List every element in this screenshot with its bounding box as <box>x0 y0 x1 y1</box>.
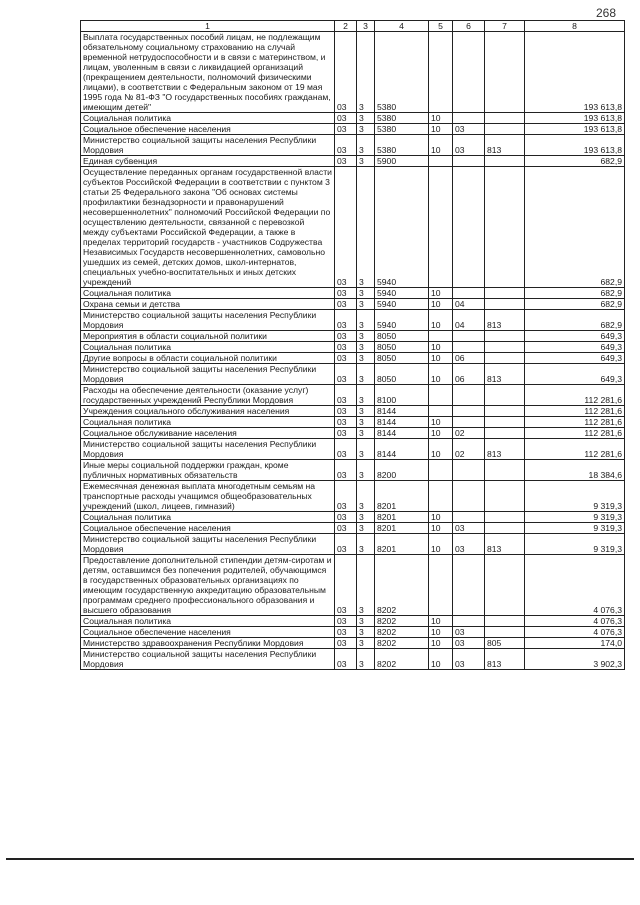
row-section-cell: 10 <box>429 310 453 331</box>
row-amount-cell: 4 076,3 <box>525 627 625 638</box>
row-dept-cell <box>485 460 525 481</box>
row-sub-cell: 3 <box>357 331 375 342</box>
row-name-cell: Министерство социальной защиты населения Республики Мордовия <box>81 364 335 385</box>
table-row <box>81 342 625 353</box>
row-dept-cell: 813 <box>485 439 525 460</box>
row-sub-cell: 3 <box>357 385 375 406</box>
row-name-cell: Министерство социальной защиты населения Республики Мордовия <box>81 534 335 555</box>
table-row <box>81 353 625 364</box>
row-amount-cell: 9 319,3 <box>525 534 625 555</box>
row-code-cell: 03 <box>335 135 357 156</box>
row-section-cell <box>429 460 453 481</box>
table-row <box>81 156 625 167</box>
header-cell-6: 6 <box>453 21 485 32</box>
row-sub-cell: 3 <box>357 649 375 670</box>
row-amount-cell: 649,3 <box>525 353 625 364</box>
header-cell-4: 4 <box>375 21 429 32</box>
row-name-cell: Осуществление переданных органам государственной власти субъектов Российской Федерации в соответствии с пунктом 3 статьи 25 Федерального закона "Об основах системы профилактики безнадзорности и правонарушений несовершеннолетних" полномочий Российской Федерации по осуществлению деятельности, связанной с перевозкой между субъектами Российской Федерации, а также в пределах территорий государств - участников Содружества Независимых Государств несовершеннолетних, самовольно ушедших из семей, детских домов, школ-интернатов, специальных учебно-воспитательных и иных детских учреждений <box>81 167 335 288</box>
row-section-cell: 10 <box>429 342 453 353</box>
row-dept-cell: 813 <box>485 310 525 331</box>
row-sub-cell: 3 <box>357 156 375 167</box>
table-row <box>81 385 625 406</box>
page-number: 268 <box>596 6 617 20</box>
table-row <box>81 428 625 439</box>
row-amount-cell: 682,9 <box>525 310 625 331</box>
row-section-cell: 10 <box>429 627 453 638</box>
row-name-cell: Единая субвенция <box>81 156 335 167</box>
row-code-cell: 03 <box>335 353 357 364</box>
row-name-cell: Социальное обеспечение населения <box>81 523 335 534</box>
table-row <box>81 638 625 649</box>
row-amount-cell: 193 613,8 <box>525 113 625 124</box>
row-section-cell: 10 <box>429 534 453 555</box>
row-amount-cell: 112 281,6 <box>525 428 625 439</box>
row-article-cell: 8050 <box>375 331 429 342</box>
row-section-cell <box>429 406 453 417</box>
row-code-cell: 03 <box>335 167 357 288</box>
table-row <box>81 616 625 627</box>
row-subsection-cell <box>453 331 485 342</box>
row-subsection-cell: 06 <box>453 353 485 364</box>
table-row <box>81 481 625 512</box>
row-code-cell: 03 <box>335 364 357 385</box>
row-dept-cell <box>485 156 525 167</box>
row-subsection-cell <box>453 342 485 353</box>
row-sub-cell: 3 <box>357 299 375 310</box>
row-dept-cell: 813 <box>485 649 525 670</box>
table-row <box>81 512 625 523</box>
row-amount-cell: 9 319,3 <box>525 523 625 534</box>
table-row <box>81 534 625 555</box>
row-name-cell: Министерство социальной защиты населения Республики Мордовия <box>81 310 335 331</box>
row-subsection-cell: 03 <box>453 627 485 638</box>
row-dept-cell <box>485 417 525 428</box>
row-dept-cell <box>485 555 525 616</box>
header-cell-7: 7 <box>485 21 525 32</box>
row-section-cell: 10 <box>429 439 453 460</box>
header-cell-8: 8 <box>525 21 625 32</box>
table-row <box>81 364 625 385</box>
row-code-cell: 03 <box>335 439 357 460</box>
row-dept-cell <box>485 627 525 638</box>
row-sub-cell: 3 <box>357 364 375 385</box>
row-code-cell: 03 <box>335 342 357 353</box>
table-row <box>81 167 625 288</box>
row-name-cell: Ежемесячная денежная выплата многодетным семьям на транспортные расходы учащимся общеобразовательных учреждений (школ, лицеев, гимназий) <box>81 481 335 512</box>
row-amount-cell: 682,9 <box>525 167 625 288</box>
row-dept-cell <box>485 331 525 342</box>
row-code-cell: 03 <box>335 32 357 113</box>
row-section-cell <box>429 385 453 406</box>
row-section-cell <box>429 481 453 512</box>
row-code-cell: 03 <box>335 627 357 638</box>
row-name-cell: Социальная политика <box>81 417 335 428</box>
row-code-cell: 03 <box>335 288 357 299</box>
row-subsection-cell <box>453 167 485 288</box>
row-code-cell: 03 <box>335 555 357 616</box>
row-name-cell: Расходы на обеспечение деятельности (оказание услуг) государственных учреждений Республики Мордовия <box>81 385 335 406</box>
row-code-cell: 03 <box>335 534 357 555</box>
row-subsection-cell: 04 <box>453 299 485 310</box>
header-cell-3: 3 <box>357 21 375 32</box>
row-section-cell: 10 <box>429 428 453 439</box>
table-row <box>81 523 625 534</box>
row-dept-cell: 813 <box>485 534 525 555</box>
table-row <box>81 310 625 331</box>
row-sub-cell: 3 <box>357 342 375 353</box>
table-row <box>81 299 625 310</box>
table-row <box>81 439 625 460</box>
row-article-cell: 8202 <box>375 638 429 649</box>
row-article-cell: 5940 <box>375 299 429 310</box>
row-subsection-cell: 03 <box>453 638 485 649</box>
row-article-cell: 5380 <box>375 32 429 113</box>
row-amount-cell: 682,9 <box>525 288 625 299</box>
row-sub-cell: 3 <box>357 124 375 135</box>
row-dept-cell <box>485 113 525 124</box>
row-sub-cell: 3 <box>357 353 375 364</box>
row-code-cell: 03 <box>335 299 357 310</box>
row-name-cell: Министерство социальной защиты населения Республики Мордовия <box>81 135 335 156</box>
row-amount-cell: 4 076,3 <box>525 616 625 627</box>
row-amount-cell: 174,0 <box>525 638 625 649</box>
row-subsection-cell: 03 <box>453 135 485 156</box>
row-dept-cell <box>485 481 525 512</box>
row-article-cell: 5380 <box>375 124 429 135</box>
table-row <box>81 627 625 638</box>
row-name-cell: Предоставление дополнительной стипендии детям-сиротам и детям, оставшимся без попечения родителей, обучающимся в государственных образовательных организациях по имеющим государственную аккредитацию образовательным программам среднего профессионального образования и высшего образования <box>81 555 335 616</box>
row-article-cell: 8202 <box>375 627 429 638</box>
row-code-cell: 03 <box>335 460 357 481</box>
row-section-cell: 10 <box>429 113 453 124</box>
row-code-cell: 03 <box>335 428 357 439</box>
row-sub-cell: 3 <box>357 406 375 417</box>
row-code-cell: 03 <box>335 417 357 428</box>
row-name-cell: Социальное обеспечение населения <box>81 124 335 135</box>
row-article-cell: 8144 <box>375 406 429 417</box>
row-article-cell: 8050 <box>375 342 429 353</box>
row-subsection-cell: 03 <box>453 649 485 670</box>
row-sub-cell: 3 <box>357 523 375 534</box>
row-section-cell <box>429 167 453 288</box>
row-dept-cell <box>485 353 525 364</box>
row-sub-cell: 3 <box>357 167 375 288</box>
row-name-cell: Другие вопросы в области социальной политики <box>81 353 335 364</box>
table-row <box>81 406 625 417</box>
table-row <box>81 331 625 342</box>
row-amount-cell: 4 076,3 <box>525 555 625 616</box>
row-sub-cell: 3 <box>357 555 375 616</box>
row-dept-cell <box>485 124 525 135</box>
row-dept-cell <box>485 428 525 439</box>
row-dept-cell <box>485 32 525 113</box>
row-sub-cell: 3 <box>357 616 375 627</box>
row-article-cell: 5380 <box>375 135 429 156</box>
row-amount-cell: 193 613,8 <box>525 124 625 135</box>
row-amount-cell: 649,3 <box>525 364 625 385</box>
row-subsection-cell <box>453 32 485 113</box>
row-dept-cell <box>485 288 525 299</box>
row-name-cell: Охрана семьи и детства <box>81 299 335 310</box>
row-subsection-cell: 02 <box>453 428 485 439</box>
row-dept-cell <box>485 406 525 417</box>
row-section-cell: 10 <box>429 353 453 364</box>
row-section-cell: 10 <box>429 638 453 649</box>
row-name-cell: Социальная политика <box>81 342 335 353</box>
row-subsection-cell <box>453 512 485 523</box>
table-row <box>81 417 625 428</box>
row-article-cell: 8050 <box>375 364 429 385</box>
row-article-cell: 8202 <box>375 555 429 616</box>
table-row <box>81 113 625 124</box>
row-name-cell: Социальное обслуживание населения <box>81 428 335 439</box>
row-code-cell: 03 <box>335 481 357 512</box>
row-subsection-cell <box>453 406 485 417</box>
row-sub-cell: 3 <box>357 481 375 512</box>
table-row <box>81 32 625 113</box>
row-amount-cell: 3 902,3 <box>525 649 625 670</box>
row-section-cell: 10 <box>429 512 453 523</box>
row-name-cell: Выплата государственных пособий лицам, не подлежащим обязательному социальному страхованию на случай временной нетрудоспособности и в связи с материнством, и лицам, уволенным в связи с ликвидацией организаций (прекращением деятельности, полномочий физическими лицами), в соответствии с Федеральным законом от 19 мая 1995 года № 81-ФЗ "О государственных пособиях гражданам, имеющим детей" <box>81 32 335 113</box>
row-dept-cell <box>485 512 525 523</box>
row-amount-cell: 9 319,3 <box>525 512 625 523</box>
row-sub-cell: 3 <box>357 310 375 331</box>
row-section-cell <box>429 331 453 342</box>
row-article-cell: 5940 <box>375 288 429 299</box>
row-article-cell: 5380 <box>375 113 429 124</box>
row-dept-cell <box>485 342 525 353</box>
row-amount-cell: 112 281,6 <box>525 385 625 406</box>
row-dept-cell: 805 <box>485 638 525 649</box>
row-subsection-cell: 03 <box>453 124 485 135</box>
row-code-cell: 03 <box>335 124 357 135</box>
row-subsection-cell <box>453 417 485 428</box>
row-sub-cell: 3 <box>357 288 375 299</box>
row-subsection-cell <box>453 460 485 481</box>
row-dept-cell: 813 <box>485 364 525 385</box>
row-name-cell: Социальное обеспечение населения <box>81 627 335 638</box>
table-row <box>81 288 625 299</box>
row-subsection-cell: 06 <box>453 364 485 385</box>
row-code-cell: 03 <box>335 385 357 406</box>
row-code-cell: 03 <box>335 512 357 523</box>
row-code-cell: 03 <box>335 156 357 167</box>
footer-divider <box>6 858 634 860</box>
row-sub-cell: 3 <box>357 534 375 555</box>
row-code-cell: 03 <box>335 638 357 649</box>
row-name-cell: Мероприятия в области социальной политики <box>81 331 335 342</box>
row-article-cell: 5940 <box>375 167 429 288</box>
row-section-cell <box>429 156 453 167</box>
row-code-cell: 03 <box>335 331 357 342</box>
row-article-cell: 8050 <box>375 353 429 364</box>
row-amount-cell: 9 319,3 <box>525 481 625 512</box>
row-section-cell <box>429 555 453 616</box>
table-row <box>81 555 625 616</box>
row-article-cell: 8201 <box>375 534 429 555</box>
row-subsection-cell: 03 <box>453 534 485 555</box>
row-dept-cell <box>485 299 525 310</box>
row-subsection-cell <box>453 385 485 406</box>
row-article-cell: 8202 <box>375 649 429 670</box>
row-name-cell: Министерство здравоохранения Республики Мордовия <box>81 638 335 649</box>
row-sub-cell: 3 <box>357 32 375 113</box>
row-sub-cell: 3 <box>357 460 375 481</box>
row-dept-cell <box>485 385 525 406</box>
row-name-cell: Министерство социальной защиты населения Республики Мордовия <box>81 439 335 460</box>
row-sub-cell: 3 <box>357 417 375 428</box>
row-sub-cell: 3 <box>357 512 375 523</box>
row-amount-cell: 18 384,6 <box>525 460 625 481</box>
row-subsection-cell: 03 <box>453 523 485 534</box>
row-sub-cell: 3 <box>357 439 375 460</box>
row-dept-cell <box>485 616 525 627</box>
row-amount-cell: 193 613,8 <box>525 32 625 113</box>
row-subsection-cell <box>453 113 485 124</box>
table-header-row <box>81 21 625 32</box>
row-sub-cell: 3 <box>357 638 375 649</box>
row-section-cell: 10 <box>429 135 453 156</box>
row-article-cell: 5900 <box>375 156 429 167</box>
row-subsection-cell: 04 <box>453 310 485 331</box>
row-article-cell: 8200 <box>375 460 429 481</box>
row-dept-cell <box>485 167 525 288</box>
row-name-cell: Учреждения социального обслуживания населения <box>81 406 335 417</box>
row-dept-cell <box>485 523 525 534</box>
row-dept-cell: 813 <box>485 135 525 156</box>
table-row <box>81 135 625 156</box>
header-cell-1: 1 <box>81 21 335 32</box>
row-subsection-cell <box>453 481 485 512</box>
row-sub-cell: 3 <box>357 627 375 638</box>
row-code-cell: 03 <box>335 406 357 417</box>
row-section-cell: 10 <box>429 299 453 310</box>
row-article-cell: 8201 <box>375 481 429 512</box>
row-code-cell: 03 <box>335 523 357 534</box>
row-section-cell: 10 <box>429 649 453 670</box>
row-subsection-cell: 02 <box>453 439 485 460</box>
row-name-cell: Социальная политика <box>81 113 335 124</box>
row-code-cell: 03 <box>335 649 357 670</box>
row-amount-cell: 649,3 <box>525 342 625 353</box>
row-sub-cell: 3 <box>357 135 375 156</box>
row-amount-cell: 682,9 <box>525 156 625 167</box>
row-subsection-cell <box>453 288 485 299</box>
row-code-cell: 03 <box>335 113 357 124</box>
row-sub-cell: 3 <box>357 428 375 439</box>
row-code-cell: 03 <box>335 310 357 331</box>
row-article-cell: 8201 <box>375 512 429 523</box>
table-row <box>81 124 625 135</box>
row-sub-cell: 3 <box>357 113 375 124</box>
row-section-cell: 10 <box>429 288 453 299</box>
row-subsection-cell <box>453 156 485 167</box>
row-article-cell: 5940 <box>375 310 429 331</box>
header-cell-2: 2 <box>335 21 357 32</box>
row-name-cell: Иные меры социальной поддержки граждан, кроме публичных нормативных обязательств <box>81 460 335 481</box>
row-name-cell: Министерство социальной защиты населения Республики Мордовия <box>81 649 335 670</box>
row-section-cell: 10 <box>429 616 453 627</box>
row-section-cell: 10 <box>429 417 453 428</box>
table-row <box>81 460 625 481</box>
row-article-cell: 8100 <box>375 385 429 406</box>
budget-table <box>80 20 625 670</box>
row-article-cell: 8144 <box>375 439 429 460</box>
row-amount-cell: 649,3 <box>525 331 625 342</box>
row-name-cell: Социальная политика <box>81 616 335 627</box>
row-section-cell: 10 <box>429 124 453 135</box>
row-section-cell <box>429 32 453 113</box>
row-subsection-cell <box>453 616 485 627</box>
header-cell-5: 5 <box>429 21 453 32</box>
row-name-cell: Социальная политика <box>81 512 335 523</box>
row-name-cell: Социальная политика <box>81 288 335 299</box>
row-section-cell: 10 <box>429 364 453 385</box>
row-amount-cell: 112 281,6 <box>525 417 625 428</box>
row-subsection-cell <box>453 555 485 616</box>
row-amount-cell: 112 281,6 <box>525 406 625 417</box>
row-article-cell: 8144 <box>375 428 429 439</box>
row-amount-cell: 682,9 <box>525 299 625 310</box>
row-code-cell: 03 <box>335 616 357 627</box>
row-amount-cell: 193 613,8 <box>525 135 625 156</box>
row-article-cell: 8202 <box>375 616 429 627</box>
row-article-cell: 8201 <box>375 523 429 534</box>
row-article-cell: 8144 <box>375 417 429 428</box>
row-section-cell: 10 <box>429 523 453 534</box>
row-amount-cell: 112 281,6 <box>525 439 625 460</box>
table-row <box>81 649 625 670</box>
